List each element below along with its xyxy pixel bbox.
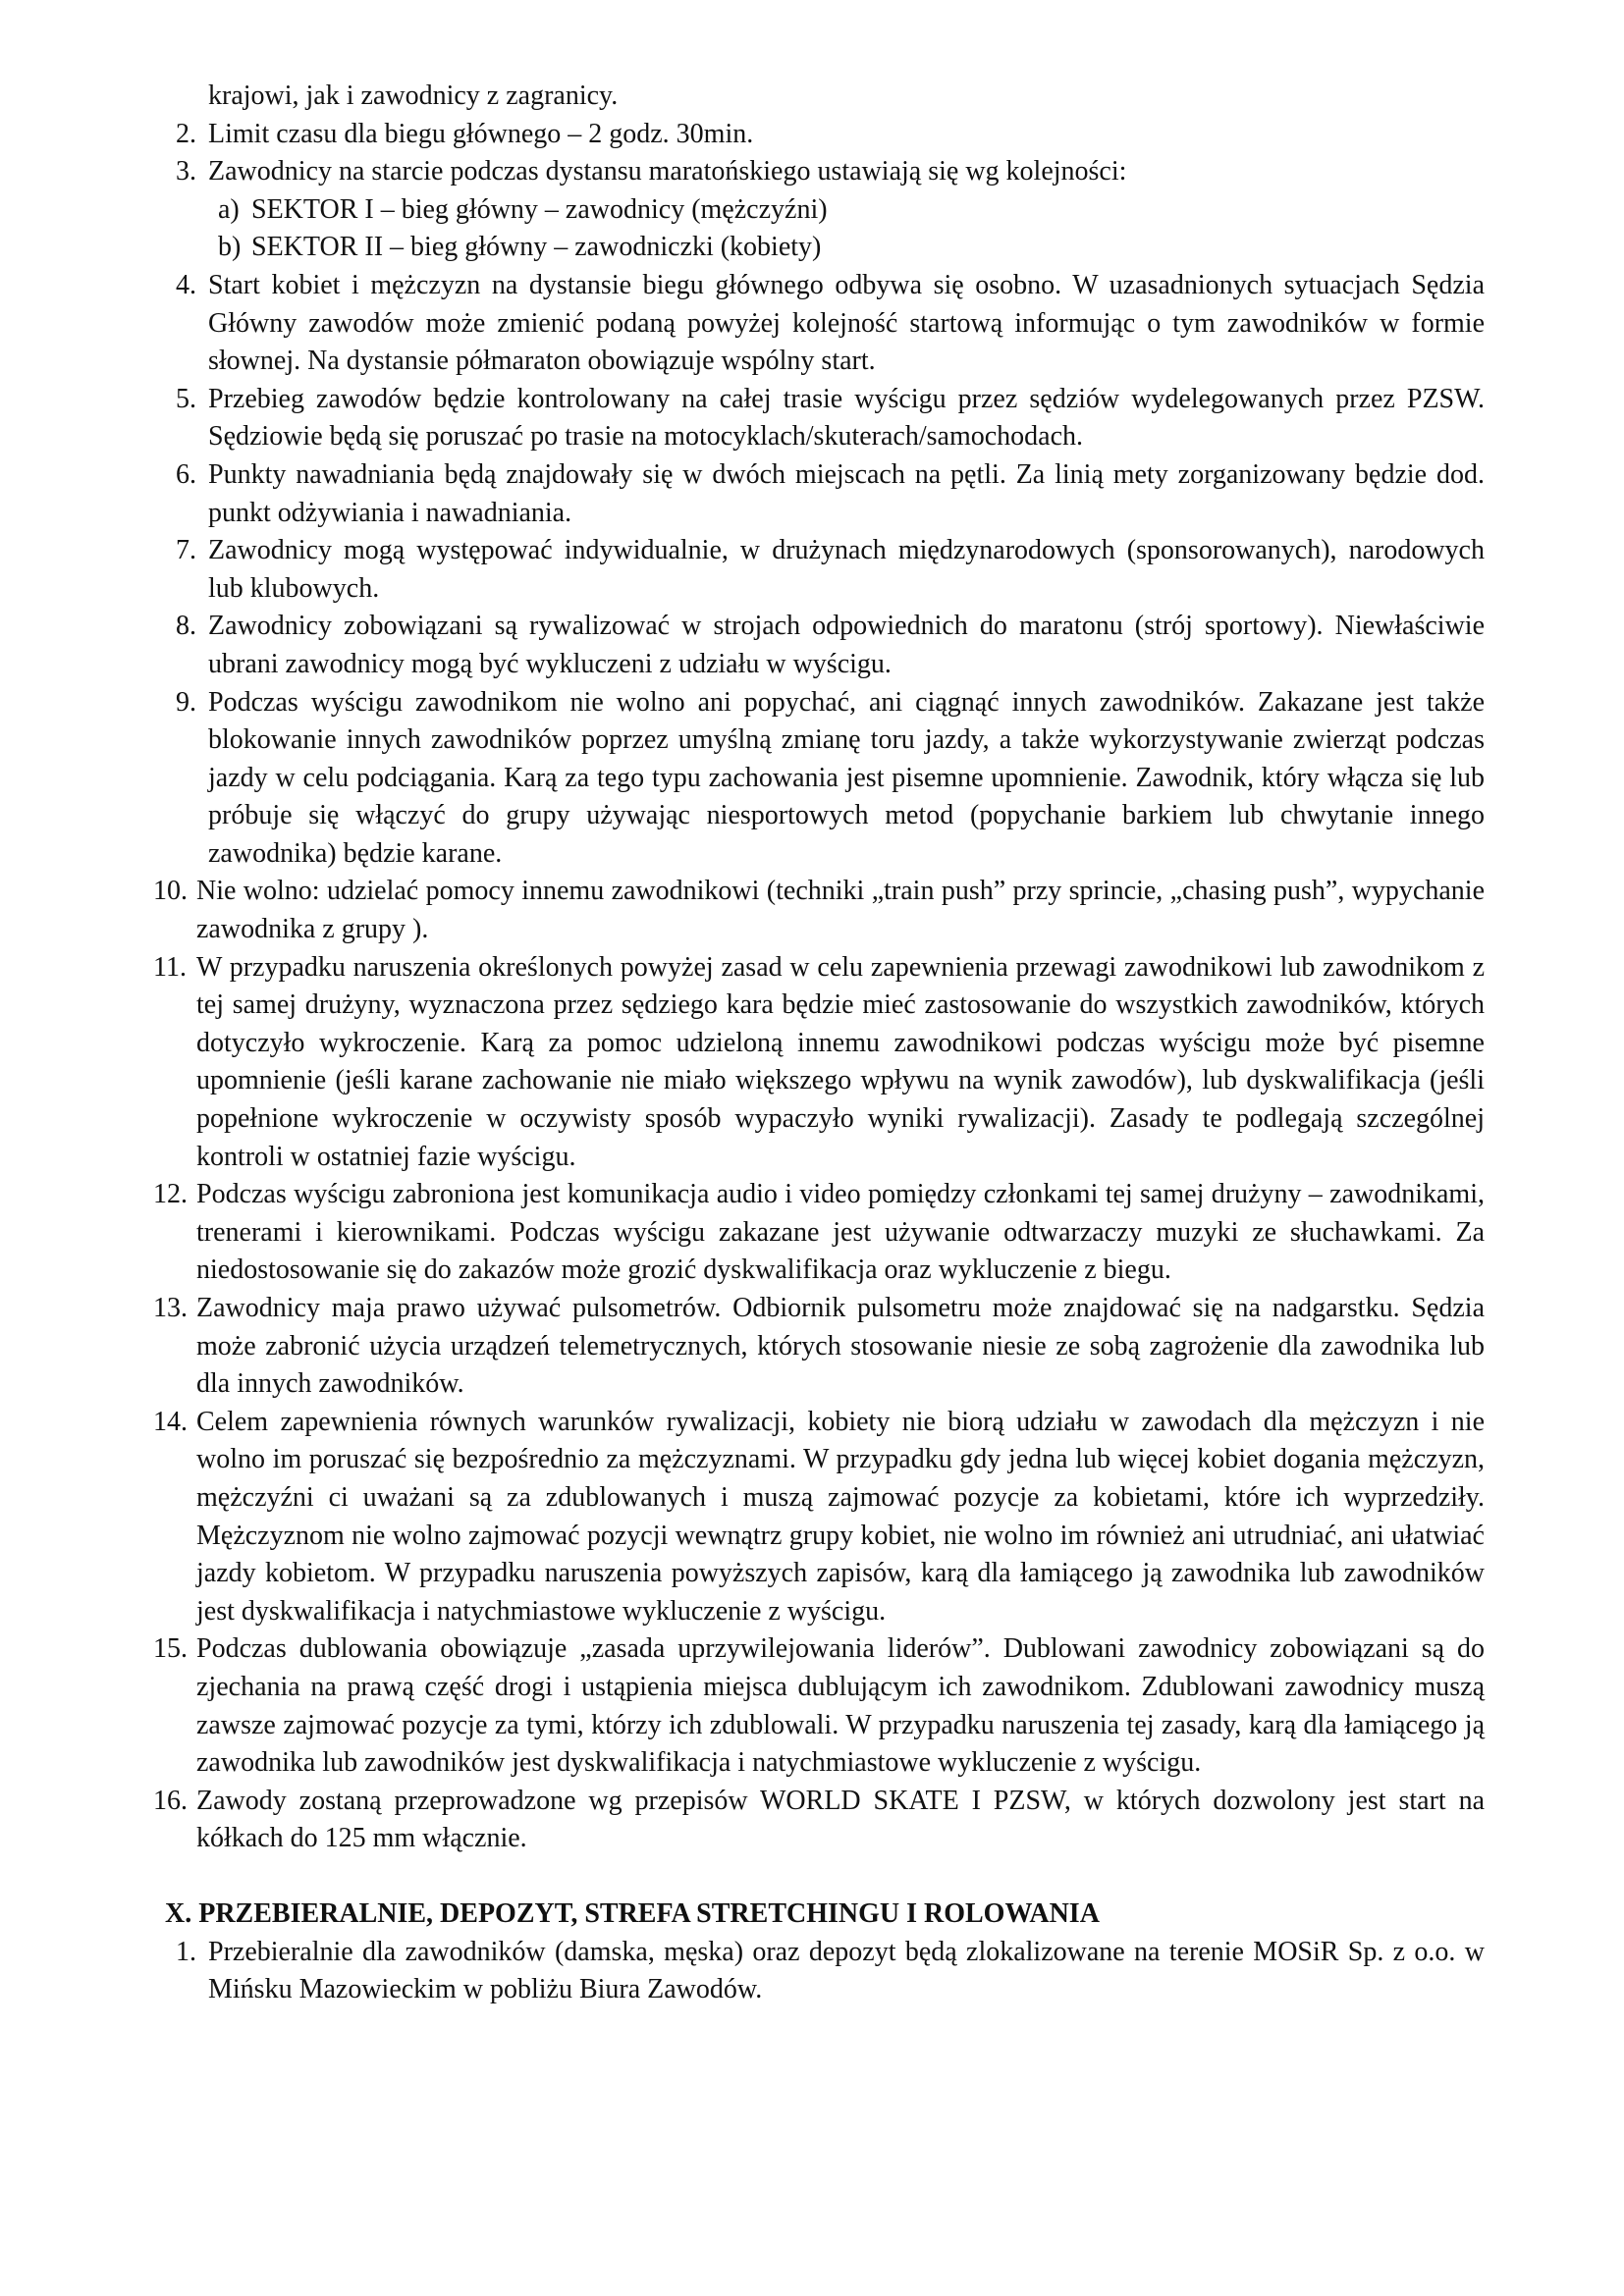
list-item <box>165 532 1485 608</box>
section-list <box>165 1934 1485 2009</box>
list-item <box>165 608 1485 683</box>
list-item-text: Limit czasu dla biegu głównego – 2 godz. 30min. <box>208 118 754 149</box>
list-item <box>153 1176 1485 1290</box>
list-item-number: 9. <box>176 686 196 718</box>
list-item <box>153 1290 1485 1404</box>
list-item-text: Celem zapewnienia równych warunków rywalizacji, kobiety nie biorą udziału w zawodach dla mężczyzn i nie wolno im poruszać się bezpośrednio za mężczyznami. W przypadku gdy jedna lub więcej kobiet dogania mężczyzn, mężczyźni ci uważani są za zdublowanych i muszą zajmować pozycje za kobietami, które ich wyprzedziły. Mężczyznom nie wolno zajmować pozycji wewnątrz grupy kobiet, nie wolno im również ani utrudniać, ani ułatwiać jazdy kobietom. W przypadku naruszenia powyższych zapisów, karą dla łamiącego ją zawodnika lub zawodników jest dyskwalifikacja i natychmiastowe wykluczenie z wyścigu. <box>196 1406 1485 1627</box>
list-item-text: Zawody zostaną przeprowadzone wg przepisów WORLD SKATE I PZSW, w których dozwolony jest start na kółkach do 125 mm włącznie. <box>196 1785 1485 1854</box>
sub-list-item <box>165 191 1485 230</box>
list-item-number: 7. <box>176 535 196 566</box>
list-item <box>165 684 1485 874</box>
list-item-text: Podczas dublowania obowiązuje „zasada uprzywilejowania liderów”. Dublowani zawodnicy zobowiązani są do zjechania na prawą część drogi i ustąpienia miejsca dublującym ich zawodnikom. Zdublowani zawodnicy muszą zawsze zajmować pozycje za tymi, którzy ich zdublowali. W przypadku naruszenia tej zasady, karą dla łamiącego ją zawodnika lub zawodników jest dyskwalifikacja i natychmiastowe wykluczenie z wyścigu. <box>196 1633 1485 1779</box>
list-item-number: 14. <box>153 1406 188 1437</box>
list-item-number: 12. <box>153 1179 188 1210</box>
list-item-number: 11. <box>153 951 187 983</box>
rules-list <box>153 116 1485 1858</box>
list-item <box>165 116 1485 154</box>
list-item-text: Zawodnicy mogą występować indywidualnie, w drużynach międzynarodowych (sponsorowanych), narodowych lub klubowych. <box>208 535 1485 604</box>
sub-list-item-label: a) <box>218 193 240 225</box>
list-item-text: Nie wolno: udzielać pomocy innemu zawodnikowi (techniki „train push” przy sprincie, „chasing push”, wypychanie zawodnika z grupy ). <box>196 876 1485 945</box>
list-item-number: 3. <box>176 156 196 187</box>
continuation-text: krajowi, jak i zawodnicy z zagranicy. <box>208 80 619 111</box>
list-item-text: Zawodnicy na starcie podczas dystansu maratońskiego ustawiają się wg kolejności: <box>208 156 1127 187</box>
list-item-number: 8. <box>176 611 196 642</box>
list-item <box>165 267 1485 381</box>
list-item <box>165 153 1485 191</box>
list-item-number: 15. <box>153 1633 188 1665</box>
list-item <box>153 1783 1485 1858</box>
list-item <box>165 1934 1485 2009</box>
list-item-number: 2. <box>176 118 196 149</box>
list-item-number: 5. <box>176 383 196 414</box>
list-item <box>153 949 1485 1177</box>
list-item-number: 10. <box>153 876 188 907</box>
list-item-text: Zawodnicy zobowiązani są rywalizować w strojach odpowiednich do maratonu (strój sportowy). Niewłaściwie ubrani zawodnicy mogą być wykluczeni z udziału w wyścigu. <box>208 611 1485 679</box>
list-item <box>165 456 1485 532</box>
list-item-text: Podczas wyścigu zawodnikom nie wolno ani popychać, ani ciągnąć innych zawodników. Zakazane jest także blokowanie innych zawodników poprzez umyślną zmianę toru jazdy, a także wykorzystywanie zwierząt podczas jazdy w celu podciągania. Karą za tego typu zachowania jest pisemne upomnienie. Zawodnik, który włącza się lub próbuje się włączyć do grupy używając niesportowych metod (popychanie barkiem lub chwytanie innego zawodnika) będzie karane. <box>208 686 1485 869</box>
list-item-text: Punkty nawadniania będą znajdowały się w dwóch miejscach na pętli. Za linią mety zorganizowany będzie dod. punkt odżywiania i nawadniania. <box>208 458 1485 528</box>
list-item <box>153 873 1485 948</box>
sub-list-item <box>165 229 1485 267</box>
sub-list-item-label: b) <box>218 232 242 263</box>
list-item-number: 16. <box>153 1785 188 1816</box>
sub-list-item-text: SEKTOR I – bieg główny – zawodnicy (mężczyźni) <box>251 193 828 225</box>
page-content <box>153 78 1485 2009</box>
list-item <box>153 1630 1485 1782</box>
list-item-text: Przebieralnie dla zawodników (damska, męska) oraz depozyt będą zlokalizowane na terenie MOSiR Sp. z o.o. w Mińsku Mazowieckim w pobliżu Biura Zawodów. <box>208 1936 1485 2005</box>
sub-list-item-text: SEKTOR II – bieg główny – zawodniczki (kobiety) <box>251 232 822 263</box>
list-item-text: Podczas wyścigu zabroniona jest komunikacja audio i video pomiędzy członkami tej samej drużyny – zawodnikami, trenerami i kierownikami. Podczas wyścigu zakazane jest używanie odtwarzaczy muzyki ze słuchawkami. Za niedostosowanie się do zakazów może grozić dyskwalifikacja oraz wykluczenie z biegu. <box>196 1179 1485 1286</box>
list-item-text: Zawodnicy maja prawo używać pulsometrów. Odbiornik pulsometru może znajdować się na nadgarstku. Sędzia może zabronić użycia urządzeń telemetrycznych, których stosowanie niesie ze sobą zagrożenie dla zawodnika lub dla innych zawodników. <box>196 1293 1485 1400</box>
list-item <box>153 1404 1485 1631</box>
list-item-text: Start kobiet i mężczyzn na dystansie biegu głównego odbywa się osobno. W uzasadnionych sytuacjach Sędzia Główny zawodów może zmienić podaną powyżej kolejność startową informując o tym zawodników w formie słownej. Na dystansie półmaraton obowiązuje wspólny start. <box>208 269 1485 377</box>
list-item-text: W przypadku naruszenia określonych powyżej zasad w celu zapewnienia przewagi zawodnikowi lub zawodnikom z tej samej drużyny, wyznaczona przez sędziego kara będzie mieć zastosowanie do wszystkich zawodników, których dotyczyło wykroczenie. Karą za pomoc udzieloną innemu zawodnikowi podczas wyścigu może być pisemne upomnienie (jeśli karane zachowanie nie miało większego wpływu na wynik zawodów), lub dyskwalifikacja (jeśli popełnione wykroczenie w oczywisty sposób wypaczyło wyniki rywalizacji). Zasady te podlegają szczególnej kontroli w ostatniej fazie wyścigu. <box>196 951 1485 1172</box>
list-item-number: 1. <box>176 1936 196 1967</box>
list-item-number: 13. <box>153 1293 188 1323</box>
list-item-text: Przebieg zawodów będzie kontrolowany na całej trasie wyścigu przez sędziów wydelegowanych przez PZSW. Sędziowie będą się poruszać po trasie na motocyklach/skuterach/samochodach. <box>208 383 1485 453</box>
section-spacer <box>165 1858 1485 1896</box>
list-item-number: 4. <box>176 269 196 300</box>
list-item <box>165 381 1485 456</box>
list-item-number: 6. <box>176 458 196 490</box>
section-heading: X. PRZEBIERALNIE, DEPOZYT, STREFA STRETCHINGU I ROLOWANIA <box>165 1897 1100 1929</box>
